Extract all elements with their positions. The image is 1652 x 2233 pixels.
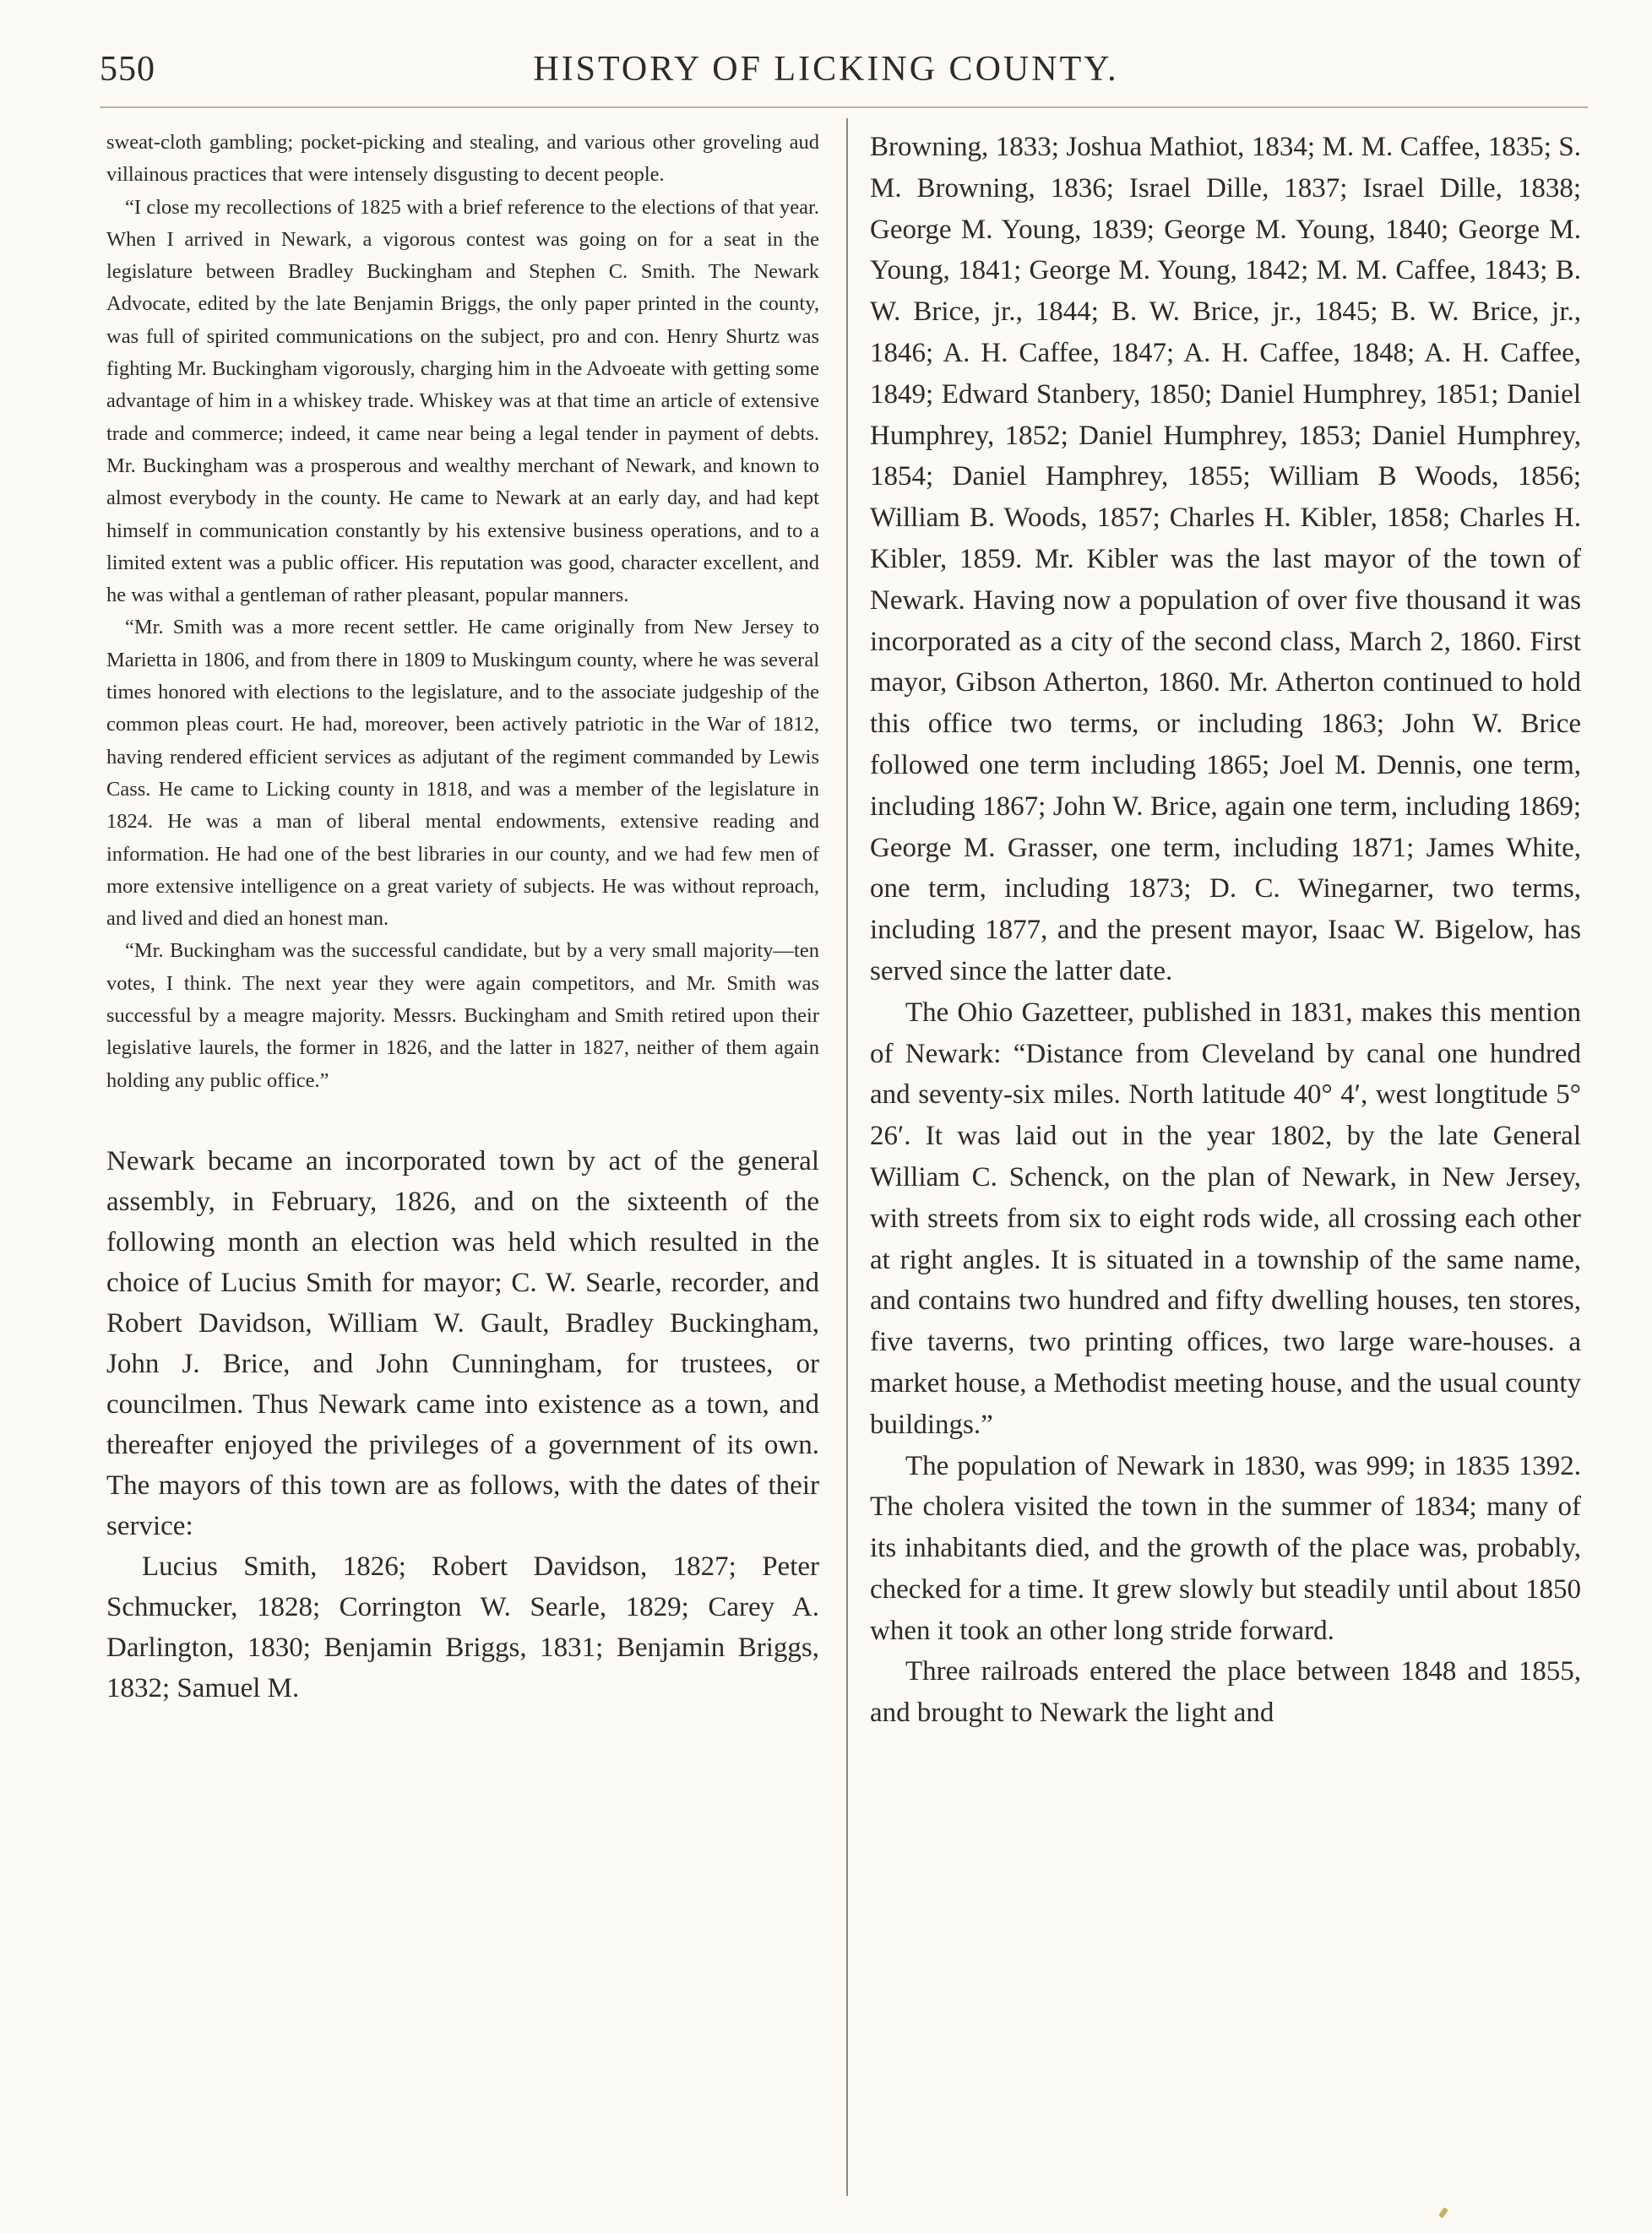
page-number: 550	[100, 50, 155, 89]
running-head-title: HISTORY OF LICKING COUNTY.	[533, 50, 1119, 89]
quoted-extract	[106, 127, 819, 1097]
left-column	[106, 127, 819, 1709]
body-paragraph: Browning, 1833; Joshua Mathiot, 1834; M. M. Caffee, 1835; S. M. Browning, 1836; Israel Dille, 1837; Israel Dille, 1838; George M. Young, 1839; George M. Young, 1840; George M. Young, 1841; George M. Young, 1842; M. M. Caffee, 1843; B. W. Brice, jr., 1844; B. W. Brice, jr., 1845; B. W. Brice, jr., 1846; A. H. Caffee, 1847; A. H. Caffee, 1848; A. H. Caffee, 1849; Edward Stanbery, 1850; Daniel Humphrey, 1851; Daniel Humphrey, 1852; Daniel Humphrey, 1853; Daniel Humphrey, 1854; Daniel Hamphrey, 1855; William B Woods, 1856; William B. Woods, 1857; Charles H. Kibler, 1858; Charles H. Kibler, 1859. Mr. Kibler was the last mayor of the town of Newark. Having now a population of over five thousand it was incorporated as a city of the second class, March 2, 1860. First mayor, Gibson Atherton, 1860. Mr. Atherton continued to hold this office two terms, or including 1863; John W. Brice followed one term including 1865; Joel M. Dennis, one term, including 1867; John W. Brice, again one term, including 1869; George M. Grasser, one term, including 1871; James White, one term, including 1873; D. C. Winegarner, two terms, including 1877, and the present mayor, Isaac W. Bigelow, has served since the latter date.	[870, 132, 1581, 986]
body-paragraph: Three railroads entered the place between 1848 and 1855, and brought to Newark the light and	[870, 1656, 1581, 1729]
extract-paragraph: “Mr. Buckingham was the successful candidate, but by a very small majority—ten votes, I think. The next year they were again competitors, and Mr. Smith was successful by a meagre majority. Messrs. Buckingham and Smith retired upon their legislative laurels, the former in 1826, and the latter in 1827, neither of them again holding any public office.”	[106, 939, 819, 1092]
body-paragraph: Newark became an incorporated town by act of the general assembly, in February, 1826, and on the sixteenth of the following month an election was held which resulted in the choice of Lucius Smith for mayor; C. W. Searle, recorder, and Robert Davidson, William W. Gault, Bradley Buckingham, John J. Brice, and John Cunningham, for trustees, or councilmen. Thus Newark came into existence as a town, and thereafter enjoyed the privileges of a government of its own. The mayors of this town are as follows, with the dates of their service:	[106, 1145, 819, 1541]
right-column	[870, 127, 1581, 1734]
body-paragraph: The Ohio Gazetteer, published in 1831, makes this mention of Newark: “Distance from Cleveland by canal one hundred and seventy-six miles. North latitude 40° 4′, west longtitude 5° 26′. It was laid out in the year 1802, by the late General William C. Schenck, on the plan of Newark, in New Jersey, with streets from six to eight rods wide, all crossing each other at right angles. It is situated in a township of the same name, and contains two hundred and fifty dwelling houses, ten stores, five taverns, two printing offices, two large ware-houses. a market house, a Methodist meeting house, and the usual county buildings.”	[870, 997, 1581, 1440]
extract-paragraph: “I close my recollections of 1825 with a brief reference to the elections of that year. When I arrived in Newark, a vigorous contest was going on for a seat in the legislature between Bradley Buckingham and Stephen C. Smith. The Newark Advocate, edited by the late Benjamin Briggs, the only paper printed in the county, was full of spirited communications on the subject, pro and con. Henry Shurtz was fighting Mr. Buckingham vigorously, charging him in the Advoeate with getting some advantage of him in a whiskey trade. Whiskey was at that time an article of extensive trade and commerce; indeed, it came near being a legal tender in payment of debts. Mr. Buckingham was a prosperous and wealthy merchant of Newark, and known to almost everybody in the county. He came to Newark at an early day, and had kept himself in communication constantly by his extensive business operations, and to a limited extent was a public officer. His reputation was good, character excellent, and he was withal a gentleman of rather pleasant, popular manners.	[106, 195, 819, 607]
body-paragraph: The population of Newark in 1830, was 999; in 1835 1392. The cholera visited the town in the summer of 1834; many of its inhabitants died, and the growth of the place was, probably, checked for a time. It grew slowly but steadily until about 1850 when it took an other long stride forward.	[870, 1450, 1581, 1646]
body-paragraph: Lucius Smith, 1826; Robert Davidson, 1827; Peter Schmucker, 1828; Corrington W. Searle, 1829; Carey A. Darlington, 1830; Benjamin Briggs, 1831; Benjamin Briggs, 1832; Samuel M.	[106, 1551, 819, 1703]
header-rule	[100, 106, 1588, 108]
paper-mark	[1438, 2207, 1448, 2218]
column-divider	[846, 118, 848, 2196]
extract-paragraph: sweat-cloth gambling; pocket-picking and stealing, and various other groveling aud villainous practices that were intensely disgusting to decent people.	[106, 131, 819, 187]
extract-paragraph: “Mr. Smith was a more recent settler. He came originally from New Jersey to Marietta in 1806, and from there in 1809 to Muskingum county, where he was several times honored with elections to the legislature, and to the associate judgeship of the common pleas court. He had, moreover, been actively patriotic in the War of 1812, having rendered efficient services as adjutant of the regiment commanded by Lewis Cass. He came to Licking county in 1818, and was a member of the legislature in 1824. He was a man of liberal mental endowments, extensive reading and information. He had one of the best libraries in our county, and we had few men of more extensive intelligence on a great variety of subjects. He was without reproach, and lived and died an honest man.	[106, 616, 819, 931]
left-body-text	[106, 1141, 819, 1709]
